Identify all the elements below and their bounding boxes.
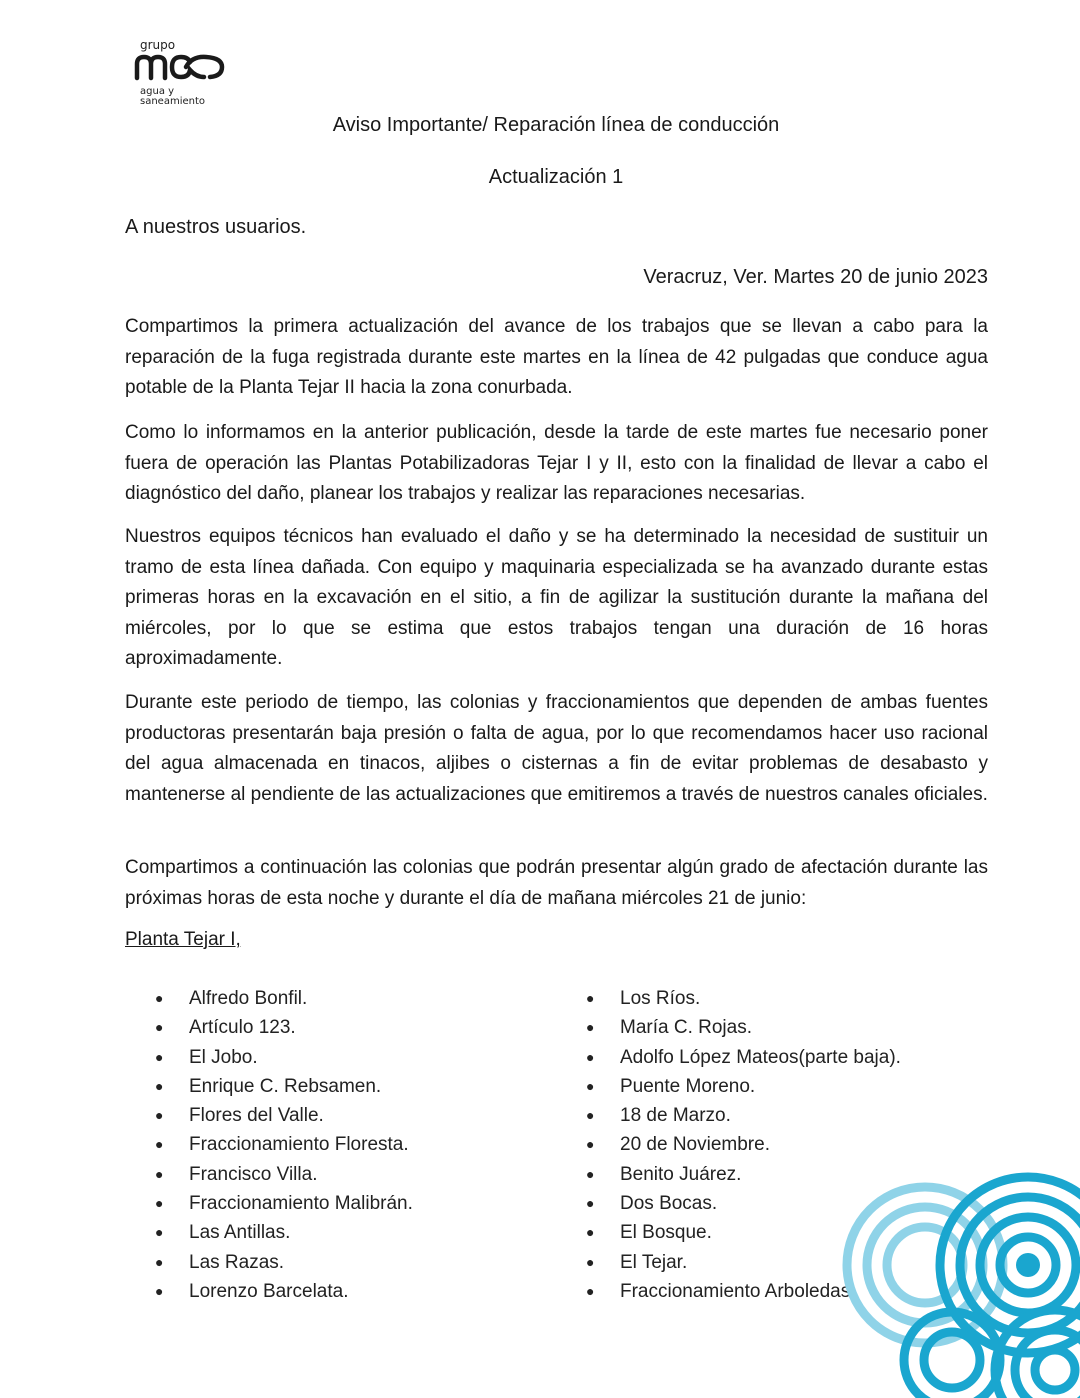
bullet-icon: ●: [586, 1253, 595, 1270]
logo-mas-wordmark: [134, 50, 234, 86]
list-item: ● El Tejar.: [586, 1248, 901, 1277]
bullet-icon: ●: [586, 1019, 595, 1036]
bullet-icon: ●: [586, 1282, 595, 1299]
logo-grupo-text: grupo: [140, 38, 176, 52]
paragraph-4: Durante este periodo de tiempo, las colonias y fraccionamientos que dependen de ambas fuentes productoras presentarán baja presión o falta de agua, por lo que recomendamos hacer uso racional del agua almacenada en tinacos, aljibes o cisternas a fin de evitar problemas de desabasto y mantenerse al pendiente de las actualizaciones que emitiremos a través de nuestros canales oficiales.: [125, 692, 988, 805]
bullet-icon: ●: [155, 1048, 164, 1065]
bullet-icon: ●: [586, 1165, 595, 1182]
bullet-icon: ●: [155, 1195, 164, 1212]
bullet-icon: ●: [586, 1136, 595, 1153]
list-item: ● Puente Moreno.: [586, 1072, 901, 1101]
bullet-icon: ●: [155, 1077, 164, 1094]
bullet-icon: ●: [586, 1195, 595, 1212]
bullet-icon: ●: [155, 990, 164, 1006]
bullet-icon: ●: [155, 1224, 164, 1241]
list-item: ● Flores del Valle.: [155, 1101, 413, 1130]
salutation: A nuestros usuarios.: [125, 216, 307, 238]
bullet-icon: ●: [155, 1136, 164, 1153]
list-item: ● Alfredo Bonfil.: [155, 984, 413, 1013]
section-title: Planta Tejar I,: [125, 929, 241, 950]
list-item: ● María C. Rojas.: [586, 1013, 901, 1042]
paragraph-5: Compartimos a continuación las colonias que podrán presentar algún grado de afectación durante las próximas horas de esta noche y durante el día de mañana miércoles 21 de junio:: [125, 857, 988, 909]
date-line: Veracruz, Ver. Martes 20 de junio 2023: [643, 266, 988, 288]
list-item: ● Lorenzo Barcelata.: [155, 1277, 413, 1306]
concentric-circles-decoration: [840, 1170, 1080, 1398]
list-item: ● 18 de Marzo.: [586, 1101, 901, 1130]
list-item: ● 20 de Noviembre.: [586, 1130, 901, 1159]
list-item: ● Fraccionamiento Malibrán.: [155, 1189, 413, 1218]
list-item: ● El Bosque.: [586, 1218, 901, 1247]
bullet-icon: ●: [586, 1077, 595, 1094]
list-item: ● Fraccionamiento Floresta.: [155, 1130, 413, 1159]
bullet-icon: ●: [586, 1224, 595, 1241]
list-item: ● El Jobo.: [155, 1043, 413, 1072]
paragraph-1: Compartimos la primera actualización del avance de los trabajos que se llevan a cabo para la reparación de la fuga registrada durante este martes en la línea de 42 pulgadas que conduce agua potable de la Planta Tejar II hacia la zona conurbada.: [125, 316, 988, 398]
grupo-mas-logo: [134, 36, 244, 112]
bullet-icon: ●: [155, 1253, 164, 1270]
list-item: ● Los Ríos.: [586, 984, 901, 1013]
bullet-icon: ●: [155, 1019, 164, 1036]
list-item: ● Benito Juárez.: [586, 1160, 901, 1189]
logo-tagline-2: saneamiento: [140, 96, 206, 107]
list-item: ● Enrique C. Rebsamen.: [155, 1072, 413, 1101]
logo-tagline-1: agua y: [140, 86, 175, 97]
bullet-icon: ●: [586, 990, 595, 1006]
paragraph-3: Nuestros equipos técnicos han evaluado el daño y se ha determinado la necesidad de sustituir un tramo de esta línea dañada. Con equipo y maquinaria especializada se ha avanzado durante estas primeras horas en la excavación en el sitio, a fin de agilizar la sustitución durante la mañana del miércoles, por lo que se estima que estos trabajos tengan una duración de 16 horas aproximadamente.: [125, 526, 988, 669]
list-item: ● Dos Bocas.: [586, 1189, 901, 1218]
bullet-icon: ●: [155, 1282, 164, 1299]
document-subtitle: Actualización 1: [488, 166, 624, 188]
document-title: Aviso Importante/ Reparación línea de conducción: [332, 114, 780, 136]
list-item: ● Las Razas.: [155, 1248, 413, 1277]
bullet-icon: ●: [155, 1107, 164, 1124]
list-item: ● Artículo 123.: [155, 1013, 413, 1042]
paragraph-2: Como lo informamos en la anterior publicación, desde la tarde de este martes fue necesario poner fuera de operación las Plantas Potabilizadoras Tejar I y II, esto con la finalidad de llevar a cabo el diagnóstico del daño, planear los trabajos y realizar las reparaciones necesarias.: [125, 422, 988, 504]
list-item: ● Las Antillas.: [155, 1218, 413, 1247]
bullet-icon: ●: [155, 1165, 164, 1182]
bullet-icon: ●: [586, 1107, 595, 1124]
list-item: ● Adolfo López Mateos(parte baja).: [586, 1043, 901, 1072]
list-item: ● Fraccionamiento Arboledas.: [586, 1277, 901, 1306]
bullet-icon: ●: [586, 1048, 595, 1065]
colonias-list-left: [155, 984, 413, 1306]
list-item: ● Francisco Villa.: [155, 1160, 413, 1189]
